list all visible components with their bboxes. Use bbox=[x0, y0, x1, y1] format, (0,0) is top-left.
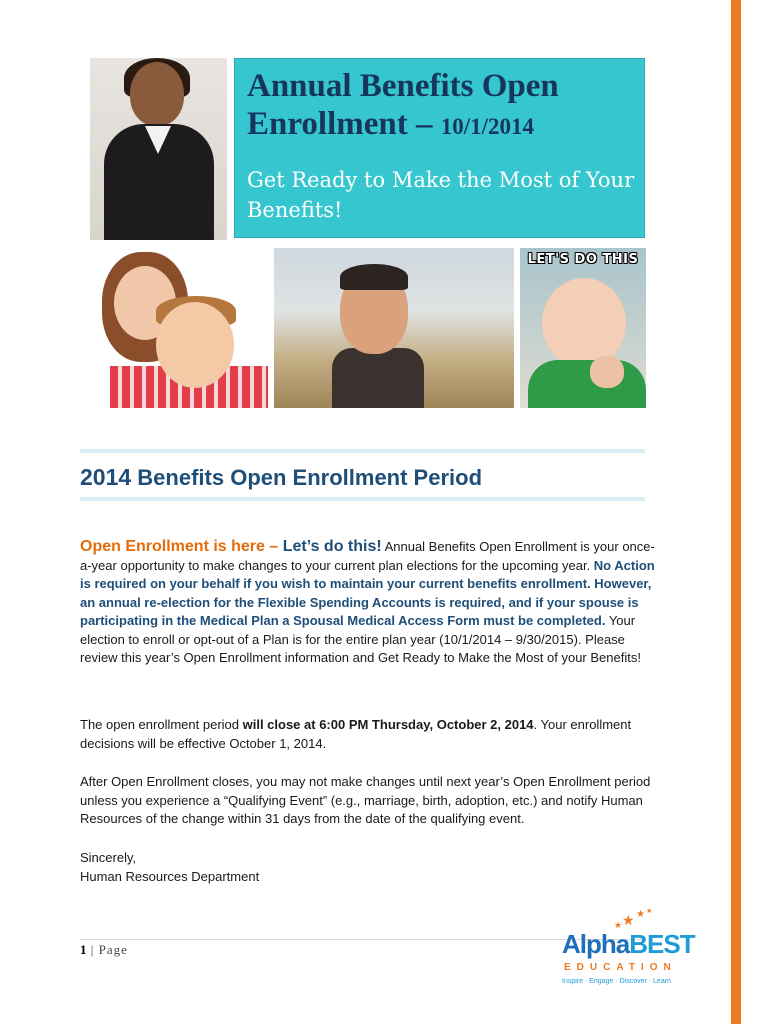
intro-text-b: Your election to enroll or opt-out of a Plan is for the entire plan year (10/1/2014 – 9/30/2015). Please review this year’s Open Enrollment information and Get Ready to Make the Most of your Benefits! bbox=[80, 613, 641, 665]
close-deadline: will close at 6:00 PM Thursday, October 2, 2014 bbox=[242, 717, 534, 732]
close-text-a: The open enrollment period bbox=[80, 717, 243, 732]
orange-side-bar bbox=[731, 0, 741, 1024]
logo-star-icon: ★ bbox=[622, 913, 635, 929]
after-enrollment-paragraph: After Open Enrollment closes, you may not make changes until next year’s Open Enrollment period unless you experience a “Qualifying Event” (e.g., marriage, birth, adoption, etc.) and notify Human Resources of the change within 31 days from the date of the qualifying event. bbox=[80, 774, 651, 826]
logo-star-icon: ★ bbox=[636, 909, 645, 920]
logo-star-icon: ★ bbox=[646, 907, 653, 915]
intro-paragraph bbox=[80, 538, 655, 668]
hero-subtitle: Get Ready to Make the Most of Your Benefits! bbox=[247, 168, 635, 222]
close-text-b: . Your enrollment decisions will be effective October 1, 2014. bbox=[80, 717, 632, 751]
hero-banner bbox=[234, 58, 645, 238]
logo-wordmark bbox=[562, 929, 695, 960]
logo-tagline: Inspire · Engage · Discover · Learn bbox=[562, 978, 671, 985]
alphabest-logo bbox=[560, 905, 700, 989]
businesswoman-photo bbox=[90, 58, 227, 240]
closing-block bbox=[80, 849, 655, 886]
hero-title-main: Annual Benefits Open Enrollment – bbox=[247, 68, 559, 142]
section-year: 2014 bbox=[80, 464, 132, 490]
section-title bbox=[80, 462, 482, 493]
close-date-paragraph bbox=[80, 716, 655, 753]
section-divider-top bbox=[80, 449, 645, 453]
salutation: Sincerely, bbox=[80, 850, 137, 865]
hero-title bbox=[247, 67, 637, 146]
signature: Human Resources Department bbox=[80, 868, 260, 884]
intro-text-a: Annual Benefits Open Enrollment is your once-a-year opportunity to make changes to your current plan elections for the upcoming year. bbox=[80, 539, 655, 573]
intro-lead-blue: Let’s do this! bbox=[282, 538, 382, 555]
intro-emphasis: No Action is required on your behalf if you wish to maintain your current benefits enrollment. However, an annual re-election for the Flexible Spending Accounts is required, and if your spouse is participating in the Medical Plan a Spousal Medical Access Form must be completed. bbox=[80, 557, 655, 628]
logo-education: EDUCATION bbox=[564, 962, 677, 973]
smiling-man-photo bbox=[274, 248, 514, 408]
intro-lead-orange: Open Enrollment is here – bbox=[80, 538, 283, 555]
logo-alpha: Alpha bbox=[562, 929, 630, 959]
logo-best: BEST bbox=[629, 929, 695, 959]
hero-title-date: 10/1/2014 bbox=[440, 114, 535, 139]
footer-divider bbox=[80, 939, 643, 940]
success-baby-photo bbox=[520, 248, 646, 408]
page-label: | Page bbox=[86, 942, 128, 957]
children-photo bbox=[90, 248, 268, 408]
section-title-text: Benefits Open Enrollment Period bbox=[137, 465, 483, 490]
logo-star-icon: ★ bbox=[614, 921, 623, 931]
section-divider-bottom bbox=[80, 497, 645, 501]
baby-photo-caption: LET'S DO THIS bbox=[527, 252, 639, 267]
page-number-value: 1 bbox=[80, 942, 87, 957]
page-number bbox=[80, 942, 128, 958]
